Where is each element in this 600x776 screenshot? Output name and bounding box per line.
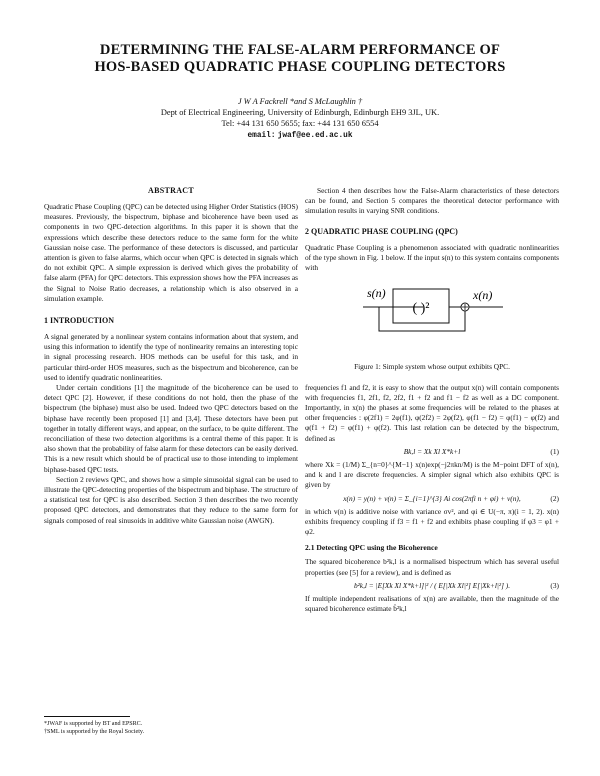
qpc-paragraph-2: frequencies f1 and f2, it is easy to show that the output x(n) will contain components with frequencies f1, 2f1, f2, 2f2, f1 + f2 and f1 − f2 as well as a DC component. Importantly, in x(n) the phases at some frequencies will be related to the phases at other frequencies : φ(2f1) = 2φ(f1), φ(2f2) = 2φ(f2), φ(f1 − f2) = φ(f1) − φ(f2) and φ(f1 + f2) = φ(f1) + φ(f2). This last relation can be detected by the bispectrum, defined as — [305, 382, 559, 443]
equation-2-number: (2) — [550, 493, 559, 503]
equation-2 — [305, 494, 559, 504]
equation-2-body: x(n) = y(n) + v(n) = Σ_{i=1}^{3} Ai cos(2πfi n + φi) + v(n), — [343, 493, 521, 503]
equation-3-number: (3) — [550, 580, 559, 590]
equation-3 — [305, 581, 559, 591]
qpc-paragraph-3: where Xk = (1/M) Σ_{n=0}^{M−1} x(n)exp(−j2πkn/M) is the M−point DFT of x(n), and k and l are discrete frequencies. A simpler signal which also exhibits QPC is given by — [305, 460, 559, 490]
qpc-paragraph-4: in which v(n) is additive noise with variance σv², and φi ∈ U(−π, π)(i = 1, 2). x(n) exhibits frequency coupling if f3 = f1 + f2 and exhibits phase coupling if φ3 = φ1 + φ2. — [305, 506, 559, 537]
intro-paragraph-1: A signal generated by a nonlinear system contains information about that system, and using this information to identify the type of nonlinearity remains an interesting topic in signal processing research. HOS methods can be useful for this task, and in particular third-order HOS measures, such as the bispectrum and bicoherence, can be used to identify quadratic nonlinearities. — [44, 332, 298, 382]
section-2-1-heading: 2.1 Detecting QPC using the Bicoherence — [305, 543, 438, 553]
bicoherence-paragraph-1: The squared bicoherence b²k,l is a normalised bispectrum which has several useful properties (see [5] for a review), and is defined as — [305, 557, 559, 577]
author-names: J W A Fackrell *and S McLaughlin † — [237, 97, 363, 106]
author-phone: Tel: +44 131 650 5655; fax: +44 131 650 6554 — [221, 119, 379, 128]
intro-paragraph-2: Under certain conditions [1] the magnitude of the bicoherence can be used to detect QPC [2]. However, if these conditions do not hold, then the phase of the bispectrum (the biphase) must also be used. Indeed two QPC detectors based on the biphase have recently been proposed [1] and [3,4]. These detectors have been put together in totally different ways, and appear, on the surface, to be quite different. The reconciliation of these two detection algorithms is a central theme of this paper. It is also shown that the probability of false alarm for these detectors can be easily derived. This is a new result which should be of practical use to those intending to implement biphase-based QPC tests. — [44, 383, 298, 474]
footnote-2: †SML is supported by the Royal Society. — [44, 729, 145, 736]
right-column — [305, 186, 559, 614]
left-column — [44, 186, 298, 526]
equation-1 — [305, 447, 559, 457]
section-2-heading: 2 QUADRATIC PHASE COUPLING (QPC) — [305, 226, 458, 236]
title-line-2: HOS-BASED QUADRATIC PHASE COUPLING DETECTORS — [94, 59, 506, 75]
footnotes — [44, 716, 298, 737]
fig-block-label: ( )² — [412, 301, 430, 317]
figure-1-system-diagram — [305, 275, 559, 353]
author-block — [0, 96, 600, 142]
footnote-rule — [44, 716, 130, 717]
equation-1-body: Bk,l = Xk Xl X*k+l — [403, 446, 461, 456]
paper-title — [0, 42, 600, 76]
abstract-text: Quadratic Phase Coupling (QPC) can be detected using Higher Order Statistics (HOS) measures. Previously, the bispectrum, biphase and bicoherence have been used as components in two QPC-detection algorithms. In this paper it is shown that the expressions which describe these detectors reduce to the same form for the white Gaussian noise case. The performance of these detectors is discussed, and particular attention is given to false alarms, which occur when QPC is detected in signals which do not exhibit QPC. A simple expression is derived which gives the probability of false alarm (PFA) for QPC detectors. This expression shows how the PFA increases as the Signal to Noise Ratio decreases, a relationship which is also observed in a simulation example. — [44, 202, 298, 303]
author-affiliation: Dept of Electrical Engineering, University of Edinburgh, Edinburgh EH9 3JL, UK. — [160, 108, 440, 117]
footnote-1: *JWAF is supported by BT and EPSRC. — [44, 721, 143, 727]
fig-input-label: s(n) — [367, 286, 386, 301]
email-label: email: — [247, 132, 276, 140]
bicoherence-paragraph-2: If multiple independent realisations of x(n) are available, then the magnitude of the squared bicoherence estimate b̂²k,l — [305, 594, 559, 614]
title-line-1: DETERMINING THE FALSE-ALARM PERFORMANCE OF — [99, 42, 501, 58]
abstract-heading: ABSTRACT — [148, 186, 194, 195]
intro-paragraph-3: Section 2 reviews QPC, and shows how a simple sinusoidal signal can be used to illustrate the QPC-detecting properties of the bispectrum and biphase. The structure of a statistical test for QPC is also described. Section 3 then describes the two recently proposed QPC detectors, and demonstrates that they reduce to the same form for signals composed of real sinusoids in additive white Gaussian noise (AWGN). — [44, 474, 298, 525]
qpc-paragraph-1: Quadratic Phase Coupling is a phenomenon associated with quadratic nonlinearities of the type shown in Fig. 1 below. If the input s(n) to this system contains components with — [305, 242, 559, 273]
author-email: jwaf@ee.ed.ac.uk — [277, 132, 353, 140]
fig-output-label: x(n) — [473, 288, 493, 303]
figure-1-caption: Figure 1: Simple system whose output exhibits QPC. — [354, 362, 510, 372]
equation-1-number: (1) — [550, 446, 559, 456]
section-overview-paragraph: Section 4 then describes how the False-Alarm characteristics of these detectors can be found, and Section 5 compares the theoretical detector performance with simulation results in varying SNR conditions. — [305, 186, 559, 216]
author-email-line — [0, 129, 600, 142]
intro-heading: 1 INTRODUCTION — [44, 316, 115, 326]
equation-3-body: b²k,l = |E[Xk Xl X*k+l]|² / ( E[|Xk Xl|²] E[|Xk+l|²] ). — [353, 580, 511, 590]
